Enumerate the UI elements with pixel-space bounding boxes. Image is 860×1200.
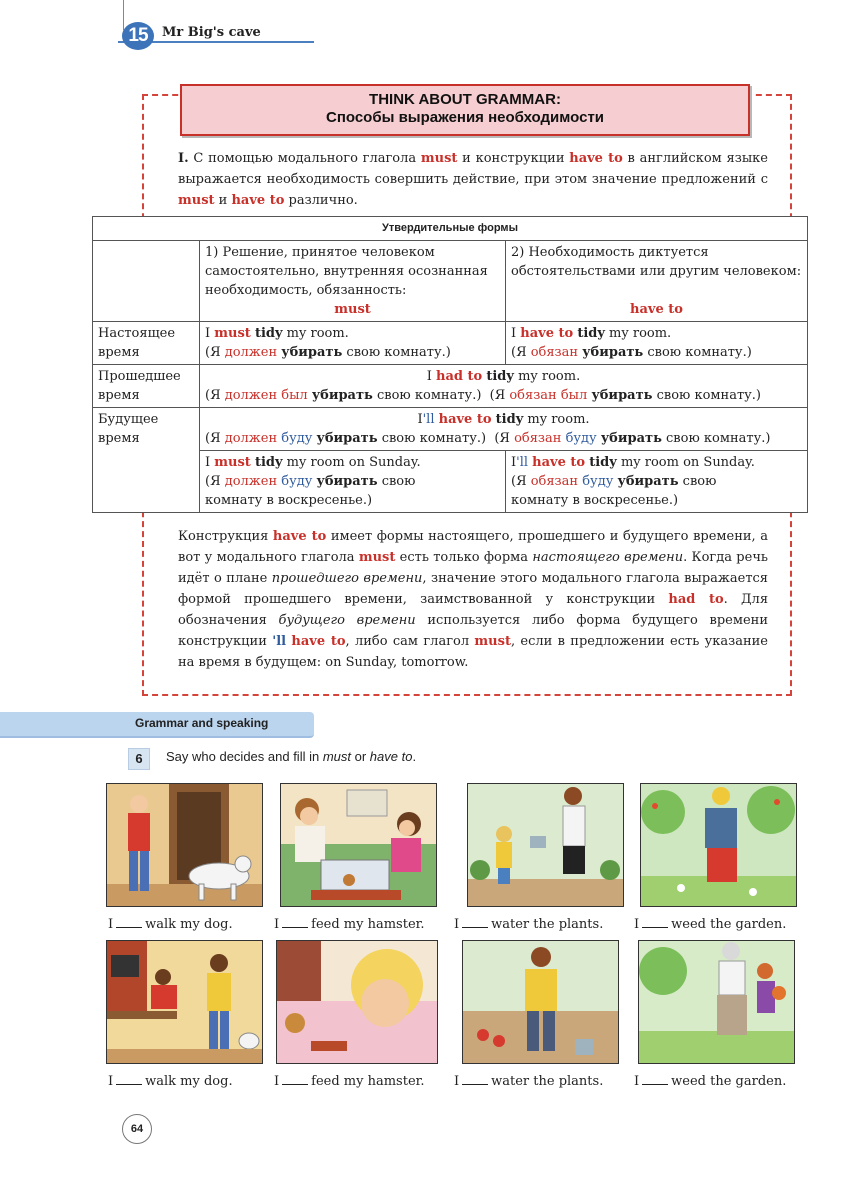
caption-text: feed my hamster. (311, 1074, 425, 1089)
caption-weed-garden (634, 1074, 786, 1089)
grammar-intro (178, 148, 768, 211)
caption-text: weed the garden. (671, 917, 787, 932)
col2-header (506, 241, 808, 322)
picture-grandma-girl (638, 940, 795, 1064)
picture-girl-garden (640, 783, 797, 907)
outro-text: , значение этого модального глагола выражается формой прошедшего времени, заимствованной у конструкции (178, 571, 768, 607)
intro-must: must (178, 193, 215, 208)
intro-text: С помощью модального глагола (188, 151, 421, 166)
grammar-subtitle: Способы выражения необходимости (325, 109, 605, 126)
answer-blank[interactable] (462, 1074, 488, 1085)
caption-pronoun: I (634, 917, 640, 932)
intro-text: различно. (284, 193, 358, 208)
intro-text: в английском языке выражается необходимость совершить действие, при этом значение предложений с (178, 151, 768, 187)
caption-feed-hamster (274, 917, 425, 932)
present-must: I must tidy my room. (Я должен убирать свою комнату.) (200, 322, 506, 365)
outro-have-to: have to (291, 634, 346, 649)
caption-water-plants (454, 917, 603, 932)
row-past: Прошедшее время (93, 365, 200, 408)
outro-must: must (358, 550, 396, 565)
unit-title: Mr Big's cave (162, 25, 261, 40)
caption-feed-hamster (274, 1074, 425, 1089)
picture-boy-dog-door (106, 783, 263, 907)
table-header: Утвердительные формы (93, 217, 808, 241)
caption-pronoun: I (634, 1074, 640, 1089)
caption-pronoun: I (274, 1074, 280, 1089)
outro-had-to: had to (668, 592, 724, 607)
instruction-text: Say who decides and fill in (166, 749, 323, 764)
outro-italic: будущего времени (278, 613, 416, 628)
caption-pronoun: I (274, 917, 280, 932)
answer-blank[interactable] (462, 917, 488, 928)
intro-text: и (214, 193, 232, 208)
outro-text: есть только форма (395, 550, 533, 565)
outro-text: имеет формы настоящего, прошедшего и будущего времени, а вот у модального глагола (178, 529, 768, 565)
instruction-must: must (322, 749, 351, 764)
caption-water-plants (454, 1074, 603, 1089)
col1-word: must (334, 302, 371, 317)
unit-number-badge: 15 (122, 22, 154, 50)
caption-text: water the plants. (491, 1074, 604, 1089)
caption-pronoun: I (108, 1074, 114, 1089)
caption-text: feed my hamster. (311, 917, 425, 932)
outro-text: , либо сам глагол (345, 634, 475, 649)
future-example: I'll have to tidy my room. (Я должен буду убирать свою комнату.) (Я обязан буду убирать свою комнату.) (200, 408, 808, 451)
caption-pronoun: I (108, 917, 114, 932)
answer-blank[interactable] (116, 1074, 142, 1085)
caption-pronoun: I (454, 1074, 460, 1089)
future-have-to: I'll have to tidy my room on Sunday. (Я обязан буду убирать свою комнату в воскресенье.) (506, 451, 808, 513)
intro-text: и конструкции (457, 151, 570, 166)
caption-text: walk my dog. (145, 1074, 233, 1089)
outro-text: . Когда речь идёт о плане (178, 550, 768, 586)
col1-header (200, 241, 506, 322)
section-title: Grammar and speaking (135, 716, 269, 730)
answer-blank[interactable] (642, 917, 668, 928)
outro-text: используется либо форма будущего времени конструкции (178, 613, 768, 649)
exercise-number: 6 (128, 748, 150, 770)
caption-pronoun: I (454, 917, 460, 932)
caption-text: water the plants. (491, 917, 604, 932)
col1-text: 1) Решение, принятое человеком самостоятельно, внутренняя осознанная необходимость, обязанность: (205, 245, 488, 298)
caption-text: walk my dog. (145, 917, 233, 932)
header-rule-vertical (123, 0, 124, 30)
intro-must: must (420, 151, 458, 166)
instruction-text: or (350, 749, 370, 764)
answer-blank[interactable] (116, 917, 142, 928)
future-must: I must tidy my room on Sunday. (Я должен буду убирать свою комнату в воскресенье.) (200, 451, 506, 513)
picture-girl-hamster (280, 783, 437, 907)
page-number: 64 (122, 1114, 152, 1144)
grammar-title-box (180, 84, 750, 136)
instruction-text: . (412, 749, 417, 764)
grammar-outro (178, 526, 768, 673)
outro-text: , если в предложении есть указание на время в будущем: on Sunday, tomorrow. (178, 634, 768, 670)
outro-text: Конструкция (178, 529, 273, 544)
caption-text: weed the garden. (671, 1074, 787, 1089)
outro-italic: настоящего времени (532, 550, 684, 565)
outro-text: . Для обозначения (178, 592, 769, 628)
row-future: Будущее время (93, 408, 200, 513)
col2-text: 2) Необходимость диктуется обстоятельствами или другим человеком: (511, 245, 802, 279)
row-present: Настоящее время (93, 322, 200, 365)
caption-walk-dog (108, 917, 233, 932)
intro-roman: I. (178, 151, 189, 166)
outro-italic: прошедшего времени (271, 571, 423, 586)
outro-ll: 'll (272, 634, 287, 649)
picture-boy-computer-dog (106, 940, 263, 1064)
intro-have-to: have to (231, 193, 285, 208)
table-corner (93, 241, 200, 322)
outro-have-to: have to (272, 529, 327, 544)
present-have-to: I have to tidy my room. (Я обязан убирать свою комнату.) (506, 322, 808, 365)
grammar-title: THINK ABOUT GRAMMAR: (369, 91, 561, 108)
caption-walk-dog (108, 1074, 233, 1089)
answer-blank[interactable] (282, 917, 308, 928)
answer-blank[interactable] (282, 1074, 308, 1085)
exercise-instruction (166, 749, 416, 764)
picture-boy-garden-can (462, 940, 619, 1064)
picture-woman-watering (467, 783, 624, 907)
intro-have-to: have to (569, 151, 623, 166)
grammar-table (92, 216, 808, 513)
caption-weed-garden (634, 917, 786, 932)
past-example: I had to tidy my room. (Я должен был убирать свою комнату.) (Я обязан был убирать свою комнату.) (200, 365, 808, 408)
instruction-have-to: have to (369, 749, 413, 764)
outro-must: must (474, 634, 511, 649)
answer-blank[interactable] (642, 1074, 668, 1085)
col2-word: have to (630, 302, 683, 317)
picture-boy-hamster (276, 940, 438, 1064)
